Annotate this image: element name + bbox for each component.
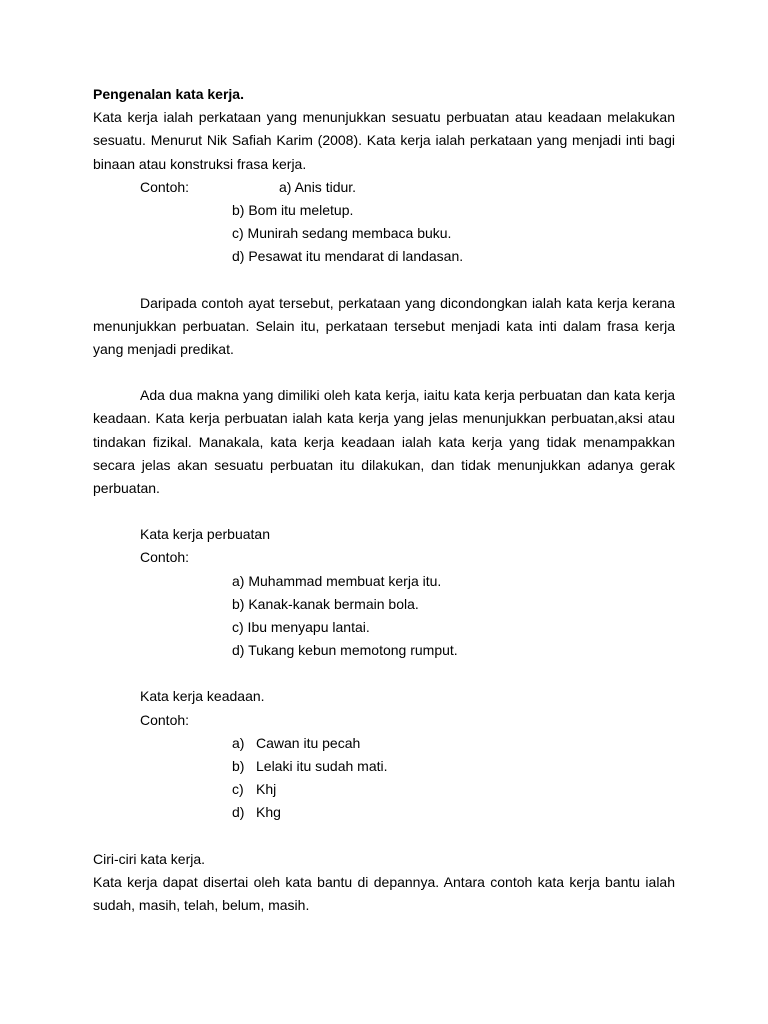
example-row-1 <box>93 176 675 199</box>
list-item-text: Cawan itu pecah <box>256 734 361 751</box>
example-item: d) Tukang kebun memotong rumput. <box>232 642 458 659</box>
list-marker: c) <box>232 781 244 798</box>
list-item <box>93 732 675 755</box>
ciri-paragraph: Kata kerja dapat disertai oleh kata bantu di depannya. Antara contoh kata kerja bantu ialah sudah, masih, telah, belum, masih. <box>93 873 675 914</box>
explanation-paragraph: Daripada contoh ayat tersebut, perkataan yang dicondongkan ialah kata kerja kerana menunjukkan perbuatan. Selain itu, perkataan tersebut menjadi kata inti dalam frasa kerja yang menjadi predikat. <box>93 294 675 358</box>
meanings-paragraph: Ada dua makna yang dimiliki oleh kata kerja, iaitu kata kerja perbuatan dan kata kerja keadaan. Kata kerja perbuatan ialah kata kerja yang jelas menunjukkan perbuatan,aksi atau tindakan fizikal. Manakala, kata kerja keadaan ialah kata kerja yang tidak menampakkan secara jelas akan sesuatu perbuatan itu dilakukan, dan tidak menunjukkan adanya gerak perbuatan. <box>93 387 675 497</box>
example-item: d) Pesawat itu mendarat di landasan. <box>232 248 464 265</box>
list-item <box>93 755 675 778</box>
list-marker: b) <box>232 758 245 775</box>
definition-paragraph: Kata kerja ialah perkataan yang menunjukkan sesuatu perbuatan atau keadaan melakukan sesuatu. Menurut Nik Safiah Karim (2008). Kata kerja ialah perkataan yang menjadi inti bagi binaan atau konstruksi frasa kerja. <box>93 109 675 172</box>
list-item-text: Khg <box>256 804 281 821</box>
section-heading-ciri: Ciri-ciri kata kerja. <box>93 850 206 867</box>
example-item: c) Ibu menyapu lantai. <box>232 619 370 636</box>
list-marker: a) <box>232 734 245 751</box>
example-label: Contoh: <box>140 549 190 566</box>
example-item: a) Muhammad membuat kerja itu. <box>232 572 442 589</box>
section-heading-intro: Pengenalan kata kerja. <box>93 86 244 102</box>
subsection-title-keadaan: Kata kerja keadaan. <box>140 688 265 705</box>
document-body <box>93 83 675 917</box>
list-item <box>93 778 675 801</box>
example-item: a) Anis tidur. <box>279 178 357 195</box>
example-item: c) Munirah sedang membaca buku. <box>232 225 452 242</box>
example-label: Contoh: <box>140 178 190 195</box>
example-label: Contoh: <box>140 711 190 728</box>
example-item: b) Kanak-kanak bermain bola. <box>232 595 419 612</box>
subsection-title-perbuatan: Kata kerja perbuatan <box>140 526 270 543</box>
list-item-text: Lelaki itu sudah mati. <box>256 758 388 775</box>
list-item-text: Khj <box>256 781 277 798</box>
example-item: b) Bom itu meletup. <box>232 202 354 218</box>
list-item <box>93 801 675 824</box>
list-marker: d) <box>232 804 245 821</box>
